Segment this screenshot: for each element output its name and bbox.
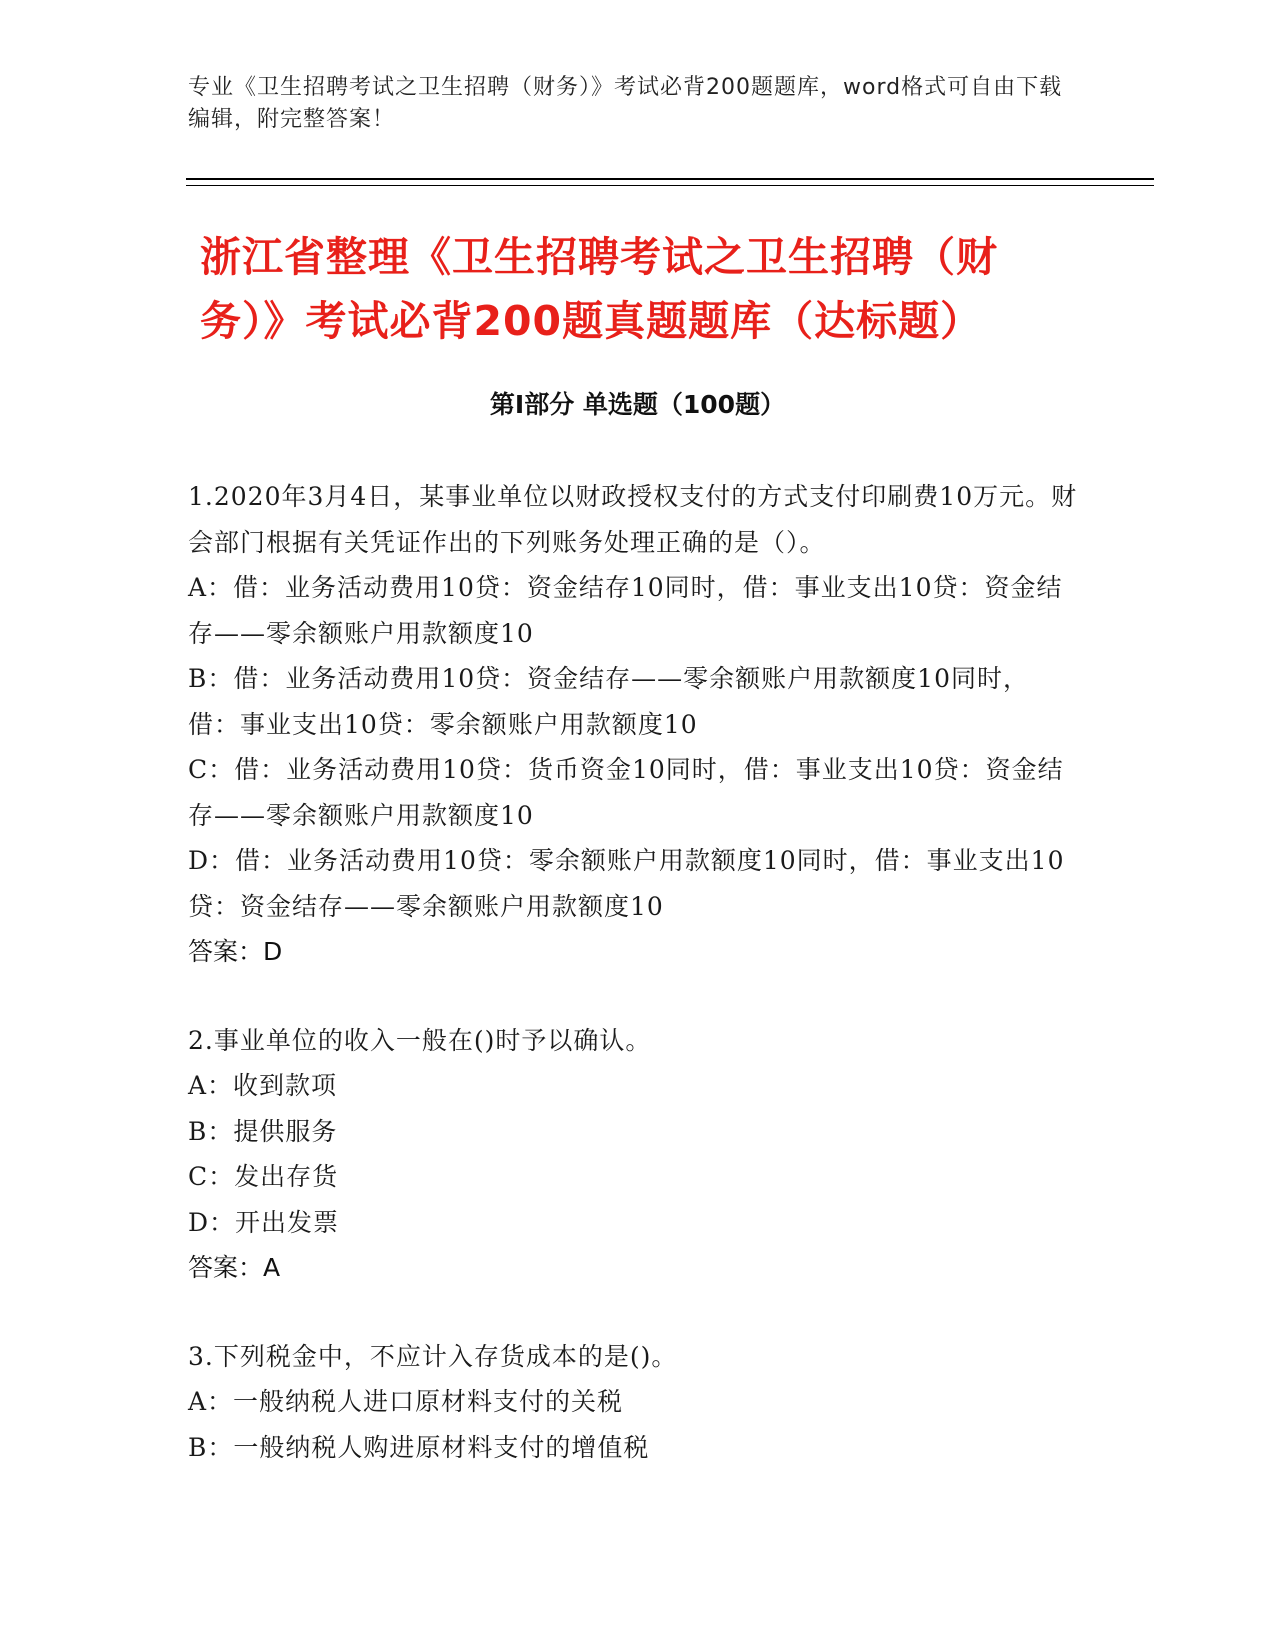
option-d: D：借：业务活动费用10贷：零余额账户用款额度10同时，借：事业支出10贷：资金结存——零余额账户用款额度10 bbox=[188, 846, 1065, 921]
question-3 bbox=[188, 1334, 1078, 1471]
question-list bbox=[188, 474, 1078, 1513]
header-note: 专业《卫生招聘考试之卫生招聘（财务）》考试必背200题题库，word格式可自由下载编辑，附完整答案！ bbox=[188, 75, 1063, 132]
option-b: B：一般纳税人购进原材料支付的增值税 bbox=[188, 1432, 650, 1462]
option-b: B：提供服务 bbox=[188, 1116, 338, 1146]
answer: 答案：D bbox=[188, 937, 283, 966]
section-title: 第Ⅰ部分 单选题（100题） bbox=[489, 390, 786, 419]
option-b: B：借：业务活动费用10贷：资金结存——零余额账户用款额度10同时，借：事业支出10贷：零余额账户用款额度10 bbox=[188, 664, 1029, 739]
header-divider-thick bbox=[186, 178, 1154, 180]
option-d: D：开出发票 bbox=[188, 1207, 340, 1237]
option-a: A：一般纳税人进口原材料支付的关税 bbox=[188, 1387, 624, 1416]
option-c: C：借：业务活动费用10贷：货币资金10同时，借：事业支出10贷：资金结存——零余额账户用款额度10 bbox=[188, 755, 1064, 830]
option-c: C：发出存货 bbox=[188, 1162, 339, 1191]
document-title: 浙江省整理《卫生招聘考试之卫生招聘（财务）》考试必背200题真题题库（达标题） bbox=[200, 233, 998, 345]
question-stem: 1.2020年3月4日，某事业单位以财政授权支付的方式支付印刷费10万元。财会部门根据有关凭证作出的下列账务处理正确的是（）。 bbox=[188, 482, 1078, 557]
question-1 bbox=[188, 474, 1078, 975]
header-divider-thin bbox=[186, 185, 1154, 186]
question-stem: 3.下列税金中，不应计入存货成本的是()。 bbox=[188, 1341, 678, 1371]
answer: 答案：A bbox=[188, 1253, 281, 1282]
question-stem: 2.事业单位的收入一般在()时予以确认。 bbox=[188, 1025, 652, 1055]
option-a: A：收到款项 bbox=[188, 1071, 338, 1100]
option-a: A：借：业务活动费用10贷：资金结存10同时，借：事业支出10贷：资金结存——零余额账户用款额度10 bbox=[188, 573, 1063, 648]
question-2 bbox=[188, 1018, 1078, 1291]
